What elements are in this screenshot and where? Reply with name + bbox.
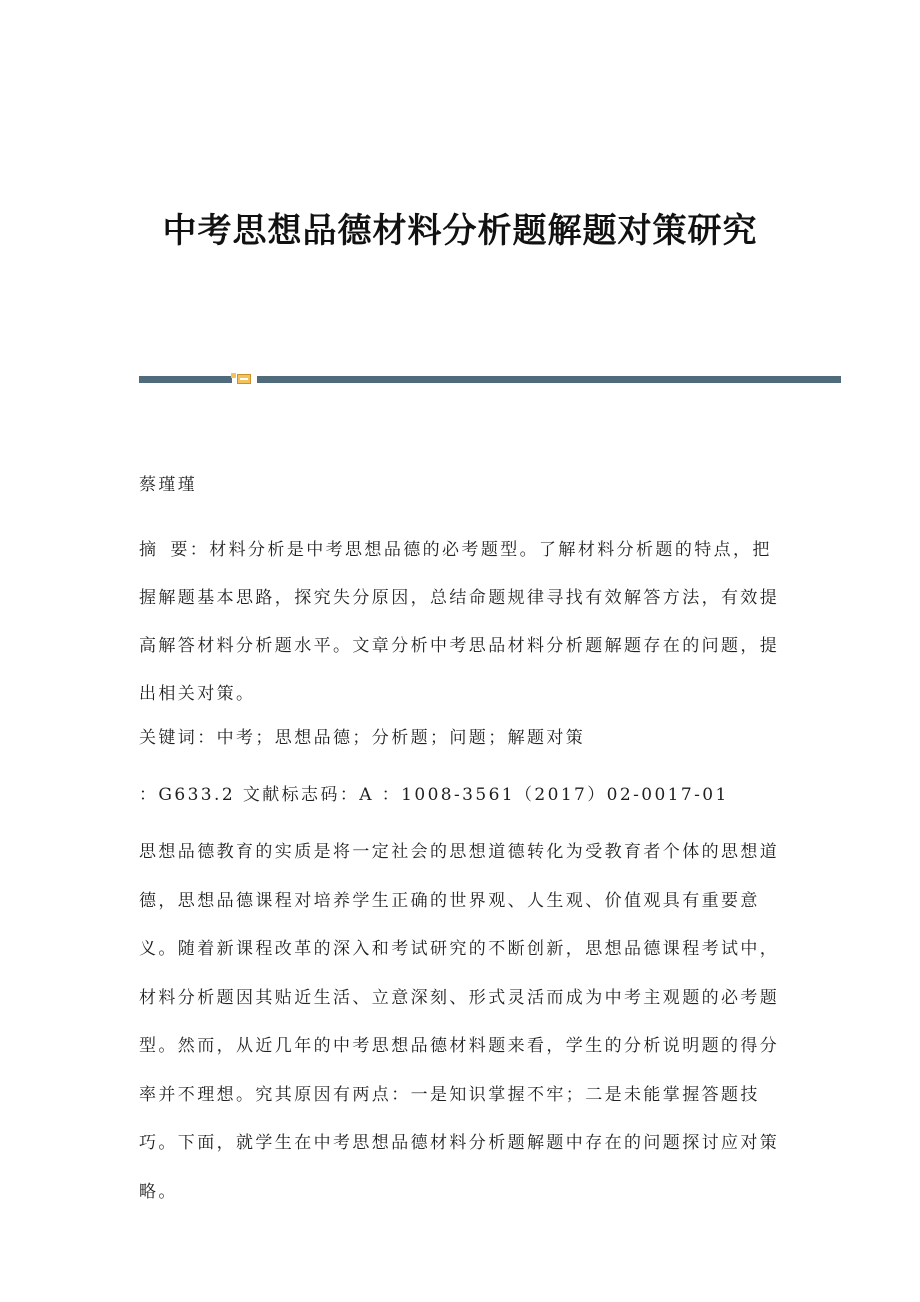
author-name: 蔡瑾瑾 (139, 475, 198, 495)
title-divider (139, 373, 841, 385)
abstract-text: 材料分析是中考思想品德的必考题型。了解材料分析题的特点，把握解题基本思路，探究失分原因，总结命题规律寻找有效解答方法，有效提高解答材料分析题水平。文章分析中考思品材料分析题解题存在的问题，提出相关对策。 (139, 540, 780, 704)
abstract-label-first: 摘 (139, 540, 159, 560)
divider-ornament-icon (237, 374, 251, 384)
keywords-label: 关键词： (139, 728, 217, 748)
keywords (139, 726, 789, 750)
body-paragraph: 思想品德教育的实质是将一定社会的思想道德转化为受教育者个体的思想道德，思想品德课程对培养学生正确的世界观、人生观、价值观具有重要意义。随着新课程改革的深入和考试研究的不断创新，思想品德课程考试中，材料分析题因其贴近生活、立意深刻、形式灵活而成为中考主观题的必考题型。然而，从近几年的中考思想品德材料题来看，学生的分析说明题的得分率并不理想。究其原因有两点：一是知识掌握不牢；二是未能掌握答题技巧。下面，就学生在中考思想品德材料分析题解题中存在的问题探讨应对策略。 (139, 842, 780, 1202)
divider-ornament-mark (231, 373, 236, 378)
classification-line: ：G633.2 文献标志码：A ：1008-3561（2017）02-0017-01 (139, 785, 729, 805)
divider-bar-left (139, 376, 232, 383)
abstract-label-second: 要： (170, 540, 210, 560)
document-title: 中考思想品德材料分析题解题对策研究 (162, 211, 758, 251)
keywords-text: 中考；思想品德；分析题；问题；解题对策 (216, 728, 586, 748)
divider-bar-right (257, 376, 841, 383)
abstract (139, 526, 789, 718)
